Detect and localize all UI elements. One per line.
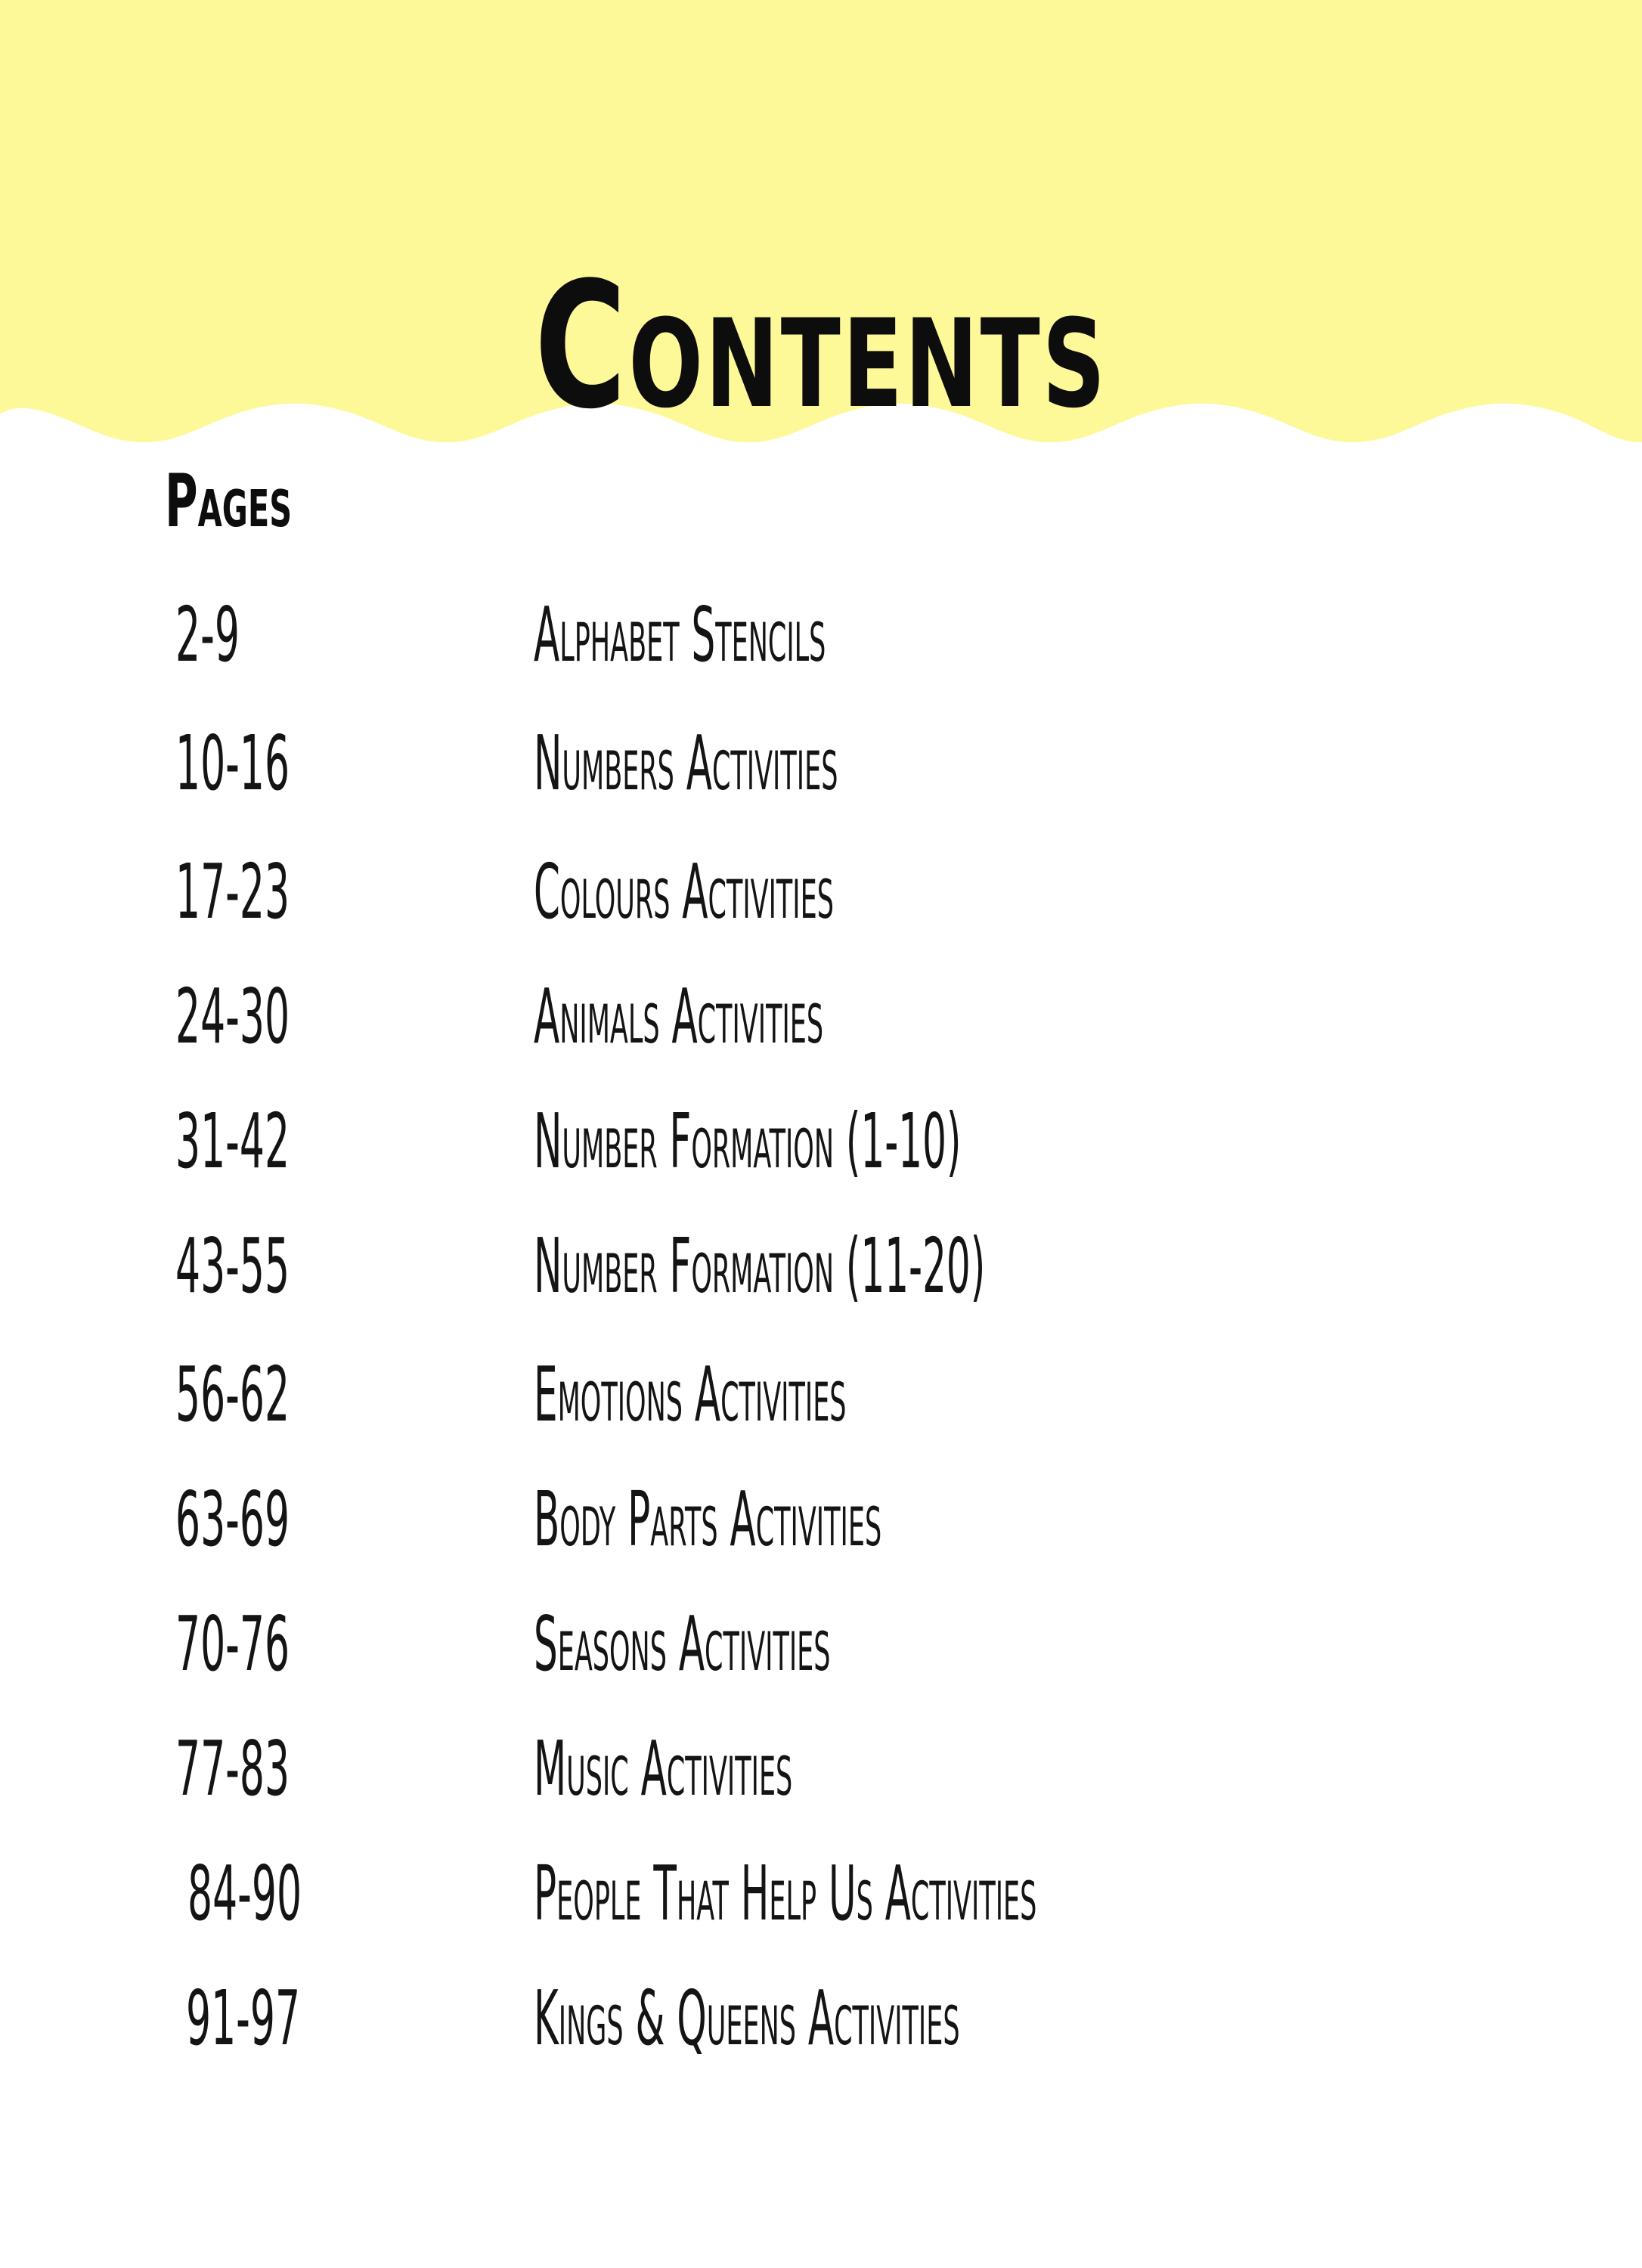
toc-row bbox=[0, 972, 1642, 1085]
toc-page-range: 17-23 bbox=[175, 847, 290, 936]
toc-entry-title: Body Parts Activities bbox=[534, 1475, 882, 1563]
toc-page-range: 70-76 bbox=[175, 1600, 290, 1688]
toc-entry-title: Emotions Activities bbox=[534, 1350, 847, 1439]
page-title: Contents bbox=[534, 246, 1108, 448]
toc-row bbox=[0, 1222, 1642, 1334]
toc-entry-title: Colours Activities bbox=[534, 847, 834, 936]
toc-row bbox=[0, 1849, 1642, 1962]
toc-page-range: 91-97 bbox=[186, 1974, 301, 2062]
toc-entry-title: Alphabet Stencils bbox=[534, 590, 826, 679]
toc-entry-title: Number Formation (1-10) bbox=[534, 1097, 962, 1185]
toc-row bbox=[0, 847, 1642, 960]
toc-page-range: 31-42 bbox=[175, 1097, 290, 1185]
pages-column-heading: Pages bbox=[165, 459, 293, 544]
toc-row bbox=[0, 1475, 1642, 1588]
toc-entry-title: Number Formation (11-20) bbox=[534, 1222, 986, 1310]
toc-entry-title: Kings & Queens Activities bbox=[534, 1974, 960, 2062]
toc-page-range: 2-9 bbox=[175, 590, 240, 679]
toc-row bbox=[0, 719, 1642, 832]
toc-entry-title: People That Help Us Activities bbox=[534, 1849, 1037, 1938]
toc-page-range: 77-83 bbox=[175, 1724, 290, 1813]
toc-row bbox=[0, 1600, 1642, 1712]
toc-page-range: 24-30 bbox=[175, 972, 290, 1061]
toc-row bbox=[0, 1724, 1642, 1837]
toc-row bbox=[0, 590, 1642, 703]
toc-page-range: 56-62 bbox=[175, 1350, 290, 1439]
toc-entry-title: Numbers Activities bbox=[534, 719, 838, 807]
toc-row bbox=[0, 1097, 1642, 1210]
toc-page-range: 84-90 bbox=[187, 1849, 302, 1938]
toc-row bbox=[0, 1974, 1642, 2087]
toc-page-range: 43-55 bbox=[175, 1222, 290, 1310]
toc-page-range: 10-16 bbox=[175, 719, 290, 807]
toc-entry-title: Seasons Activities bbox=[534, 1600, 831, 1688]
toc-entry-title: Animals Activities bbox=[534, 972, 824, 1061]
toc-row bbox=[0, 1350, 1642, 1463]
toc-entry-title: Music Activities bbox=[534, 1724, 793, 1813]
toc-page-range: 63-69 bbox=[175, 1475, 290, 1563]
